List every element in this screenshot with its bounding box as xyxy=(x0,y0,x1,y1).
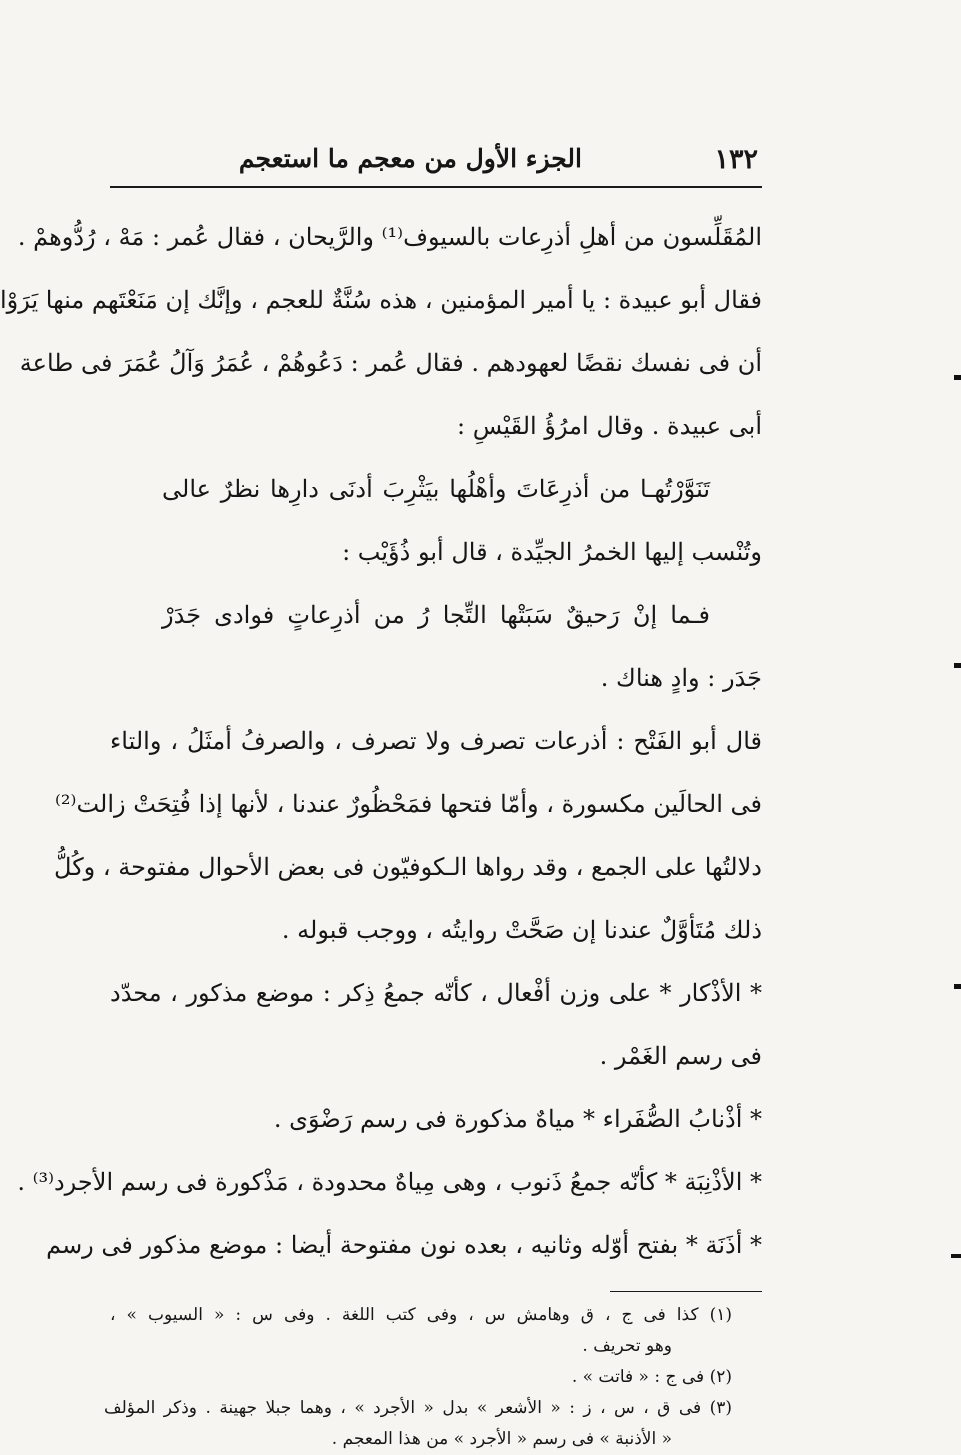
footnote-line: (٣) فى ق ، س ، ز : « الأشعر » بدل « الأجرد » ، وهما جبلا جهينة . وذكر المؤلف xyxy=(104,1398,732,1418)
text-line: قال أبو الفَتْح : أذرعات تصرف ولا تصرف ، والصرفُ أمثَلُ ، والتاء xyxy=(110,727,762,755)
footnote-divider xyxy=(610,1291,762,1292)
margin-mark xyxy=(954,663,961,668)
text-line: جَدَر : وادٍ هناك . xyxy=(600,664,762,692)
running-title: الجزء الأول من معجم ما استعجم xyxy=(238,144,582,173)
text-line: فى الحالَين مكسورة ، وأمّا فتحها فمَحْظُورٌ عندنا ، لأنها إذا فُتِحَتْ زالت⁽²⁾ xyxy=(55,790,762,818)
entry-line: * أذْنابُ الصُّفَراء * مياهٌ مذكورة فى رسم رَضْوَى . xyxy=(273,1105,762,1133)
text-line: أبى عبيدة . وقال امرُؤُ القَيْسِ : xyxy=(457,412,762,440)
text-line: فى رسم الغَمْر . xyxy=(599,1042,762,1070)
footnotes xyxy=(104,1300,762,1455)
footnote-line: « الأذنبة » فى رسم « الأجرد » من هذا المعجم . xyxy=(331,1429,672,1449)
text-line: ذلك مُتَأوَّلٌ عندنا إن صَحَّتْ روايتُه ، ووجب قبوله . xyxy=(281,916,762,944)
entry-line: * أذَنَة * بفتح أوّله وثانيه ، بعده نون مفتوحة أيضا : موضع مذكور فى رسم xyxy=(46,1231,762,1259)
verse-line: فـما إنْ رَحيقٌ سَبَتْها التِّجا رُ من أذرِعاتٍ فوادى جَدَرْ xyxy=(162,601,710,629)
text-line: وتُنْسب إليها الخمرُ الجيِّدة ، قال أبو ذُؤَيْب : xyxy=(342,538,762,566)
footnote-line: (٢) فى ج : « فاتت » . xyxy=(571,1367,732,1387)
entry-line: * الأذْكار * على وزن أفْعال ، كأنّه جمعُ ذِكر : موضع مذكور ، محدّد xyxy=(110,979,762,1007)
margin-mark xyxy=(954,984,961,989)
footnote-line: (١) كذا فى ج ، ق وهامش س ، وفى كتب اللغة . وفى س : « السيوب » ، xyxy=(110,1305,732,1325)
verse-line: تَنَوَّرْتُهـا من أذرِعَاتَ وأهْلُها بيَثْرِبَ أدنَى دارِها نظرٌ عالى xyxy=(162,475,710,503)
text-line: أن فى نفسك نقضًا لعهودهم . فقال عُمر : دَعُوهُمْ ، عُمَرُ وَآلُ عُمَرَ فى طاعة xyxy=(19,349,762,377)
entry-line: * الأذْنِبَة * كأنّه جمعُ ذَنوب ، وهى مِياهٌ محدودة ، مَذْكورة فى رسم الأجرد⁽³⁾ . xyxy=(17,1168,762,1196)
margin-mark xyxy=(954,375,961,380)
page-number: ١٣٢ xyxy=(714,144,758,175)
text-line: دلالتُها على الجمع ، وقد رواها الـكوفيّون فى بعض الأحوال مفتوحة ، وكُلُّ xyxy=(54,853,762,881)
footnote-line: وهو تحريف . xyxy=(582,1336,672,1356)
text-line: فقال أبو عبيدة : يا أمير المؤمنين ، هذه سُنَّةٌ للعجم ، وإنَّك إن مَنَعْتَهم منها يَرَوْا xyxy=(0,286,762,314)
book-page xyxy=(0,140,762,1455)
main-text xyxy=(0,206,762,1277)
margin-mark xyxy=(951,1254,961,1258)
text-line: المُقَلِّسون من أهلِ أذرِعات بالسيوف⁽¹⁾ والرَّيحان ، فقال عُمر : مَهْ ، رُدُّوهمْ . xyxy=(17,223,762,251)
page-header xyxy=(110,140,762,188)
